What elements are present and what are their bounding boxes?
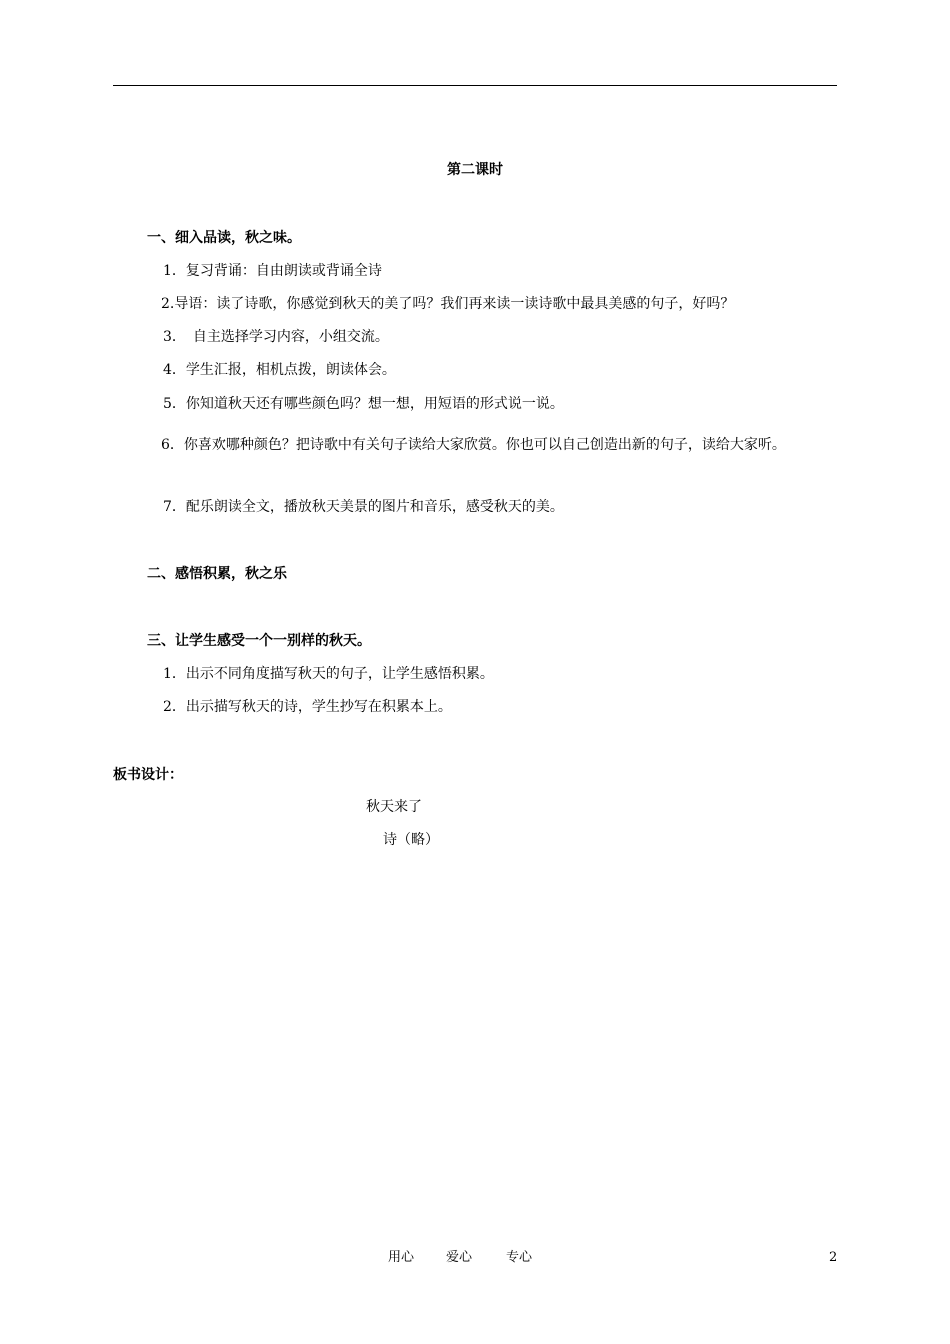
- section-1-heading: 一、细入品读，秋之味。: [147, 230, 301, 246]
- list-item: 3． 自主选择学习内容，小组交流。: [163, 329, 389, 345]
- page-number: 2: [829, 1250, 838, 1265]
- list-item: 1．复习背诵：自由朗读或背诵全诗: [163, 263, 382, 279]
- section-3-heading: 三、让学生感受一个一别样的秋天。: [147, 633, 371, 649]
- footer-word: 爱心: [446, 1250, 473, 1265]
- footer-word: 用心: [388, 1250, 415, 1265]
- list-item: 7．配乐朗读全文，播放秋天美景的图片和音乐，感受秋天的美。: [163, 499, 564, 515]
- board-line-title: 秋天来了: [366, 799, 422, 815]
- board-line-poem: 诗（略）: [383, 832, 439, 848]
- board-design-heading: 板书设计：: [113, 767, 183, 783]
- footer-word: 专心: [506, 1250, 533, 1265]
- list-item: 2．出示描写秋天的诗，学生抄写在积累本上。: [163, 699, 452, 715]
- list-item: 2.导语：读了诗歌，你感觉到秋天的美了吗？我们再来读一读诗歌中最具美感的句子，好吗？: [161, 296, 735, 312]
- header-rule: [113, 85, 837, 86]
- page-title: 第二课时: [447, 162, 503, 178]
- list-item: 1．出示不同角度描写秋天的句子，让学生感悟积累。: [163, 666, 494, 682]
- list-item: 4．学生汇报，相机点拨，朗读体会。: [163, 362, 396, 378]
- section-2-heading: 二、感悟积累，秋之乐: [147, 566, 287, 582]
- list-item: 5．你知道秋天还有哪些颜色吗？想一想，用短语的形式说一说。: [163, 396, 564, 412]
- list-item: 6．你喜欢哪种颜色？把诗歌中有关句子读给大家欣赏。你也可以自己创造出新的句子，读给大家听。: [161, 437, 786, 453]
